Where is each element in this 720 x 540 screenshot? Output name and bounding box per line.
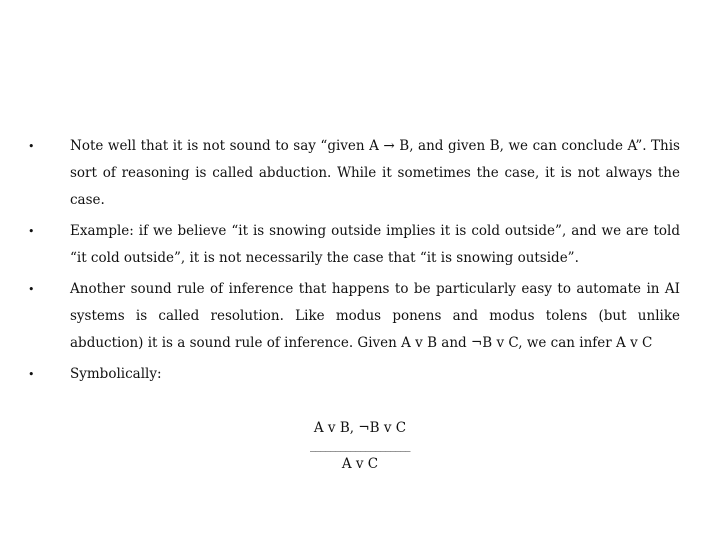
bullet-icon: • <box>28 140 35 153</box>
formula-premises: A v B, ¬B v C <box>313 420 407 436</box>
bullet-icon: • <box>28 225 35 238</box>
bullet-item-resolution <box>28 276 680 357</box>
bullet-icon: • <box>28 368 35 381</box>
bullet-text: Another sound rule of inference that happens to be particularly easy to automate in AI systems is called resolution. Like modus ponens and modus tolens (but unlike abduction) it is a sound rule of inference. Given A v B and ¬B v C, we can infer A v C <box>70 281 680 351</box>
bullet-icon: • <box>28 283 35 296</box>
bullet-item-symbolically <box>28 361 680 388</box>
resolution-formula <box>300 417 420 475</box>
bullet-list <box>28 133 680 392</box>
bullet-item-example <box>28 218 680 272</box>
formula-rule-line: ____________________ <box>310 439 410 452</box>
bullet-item-abduction-note <box>28 133 680 214</box>
bullet-text: Note well that it is not sound to say “given A → B, and given B, we can conclude A”. This sort of reasoning is called abduction. While it sometimes the case, it is not always the case. <box>70 138 680 208</box>
formula-conclusion: A v C <box>341 456 379 472</box>
bullet-text: Symbolically: <box>70 366 162 382</box>
bullet-text: Example: if we believe “it is snowing outside implies it is cold outside”, and we are told “it cold outside”, it is not necessarily the case that “it is snowing outside”. <box>70 223 680 266</box>
